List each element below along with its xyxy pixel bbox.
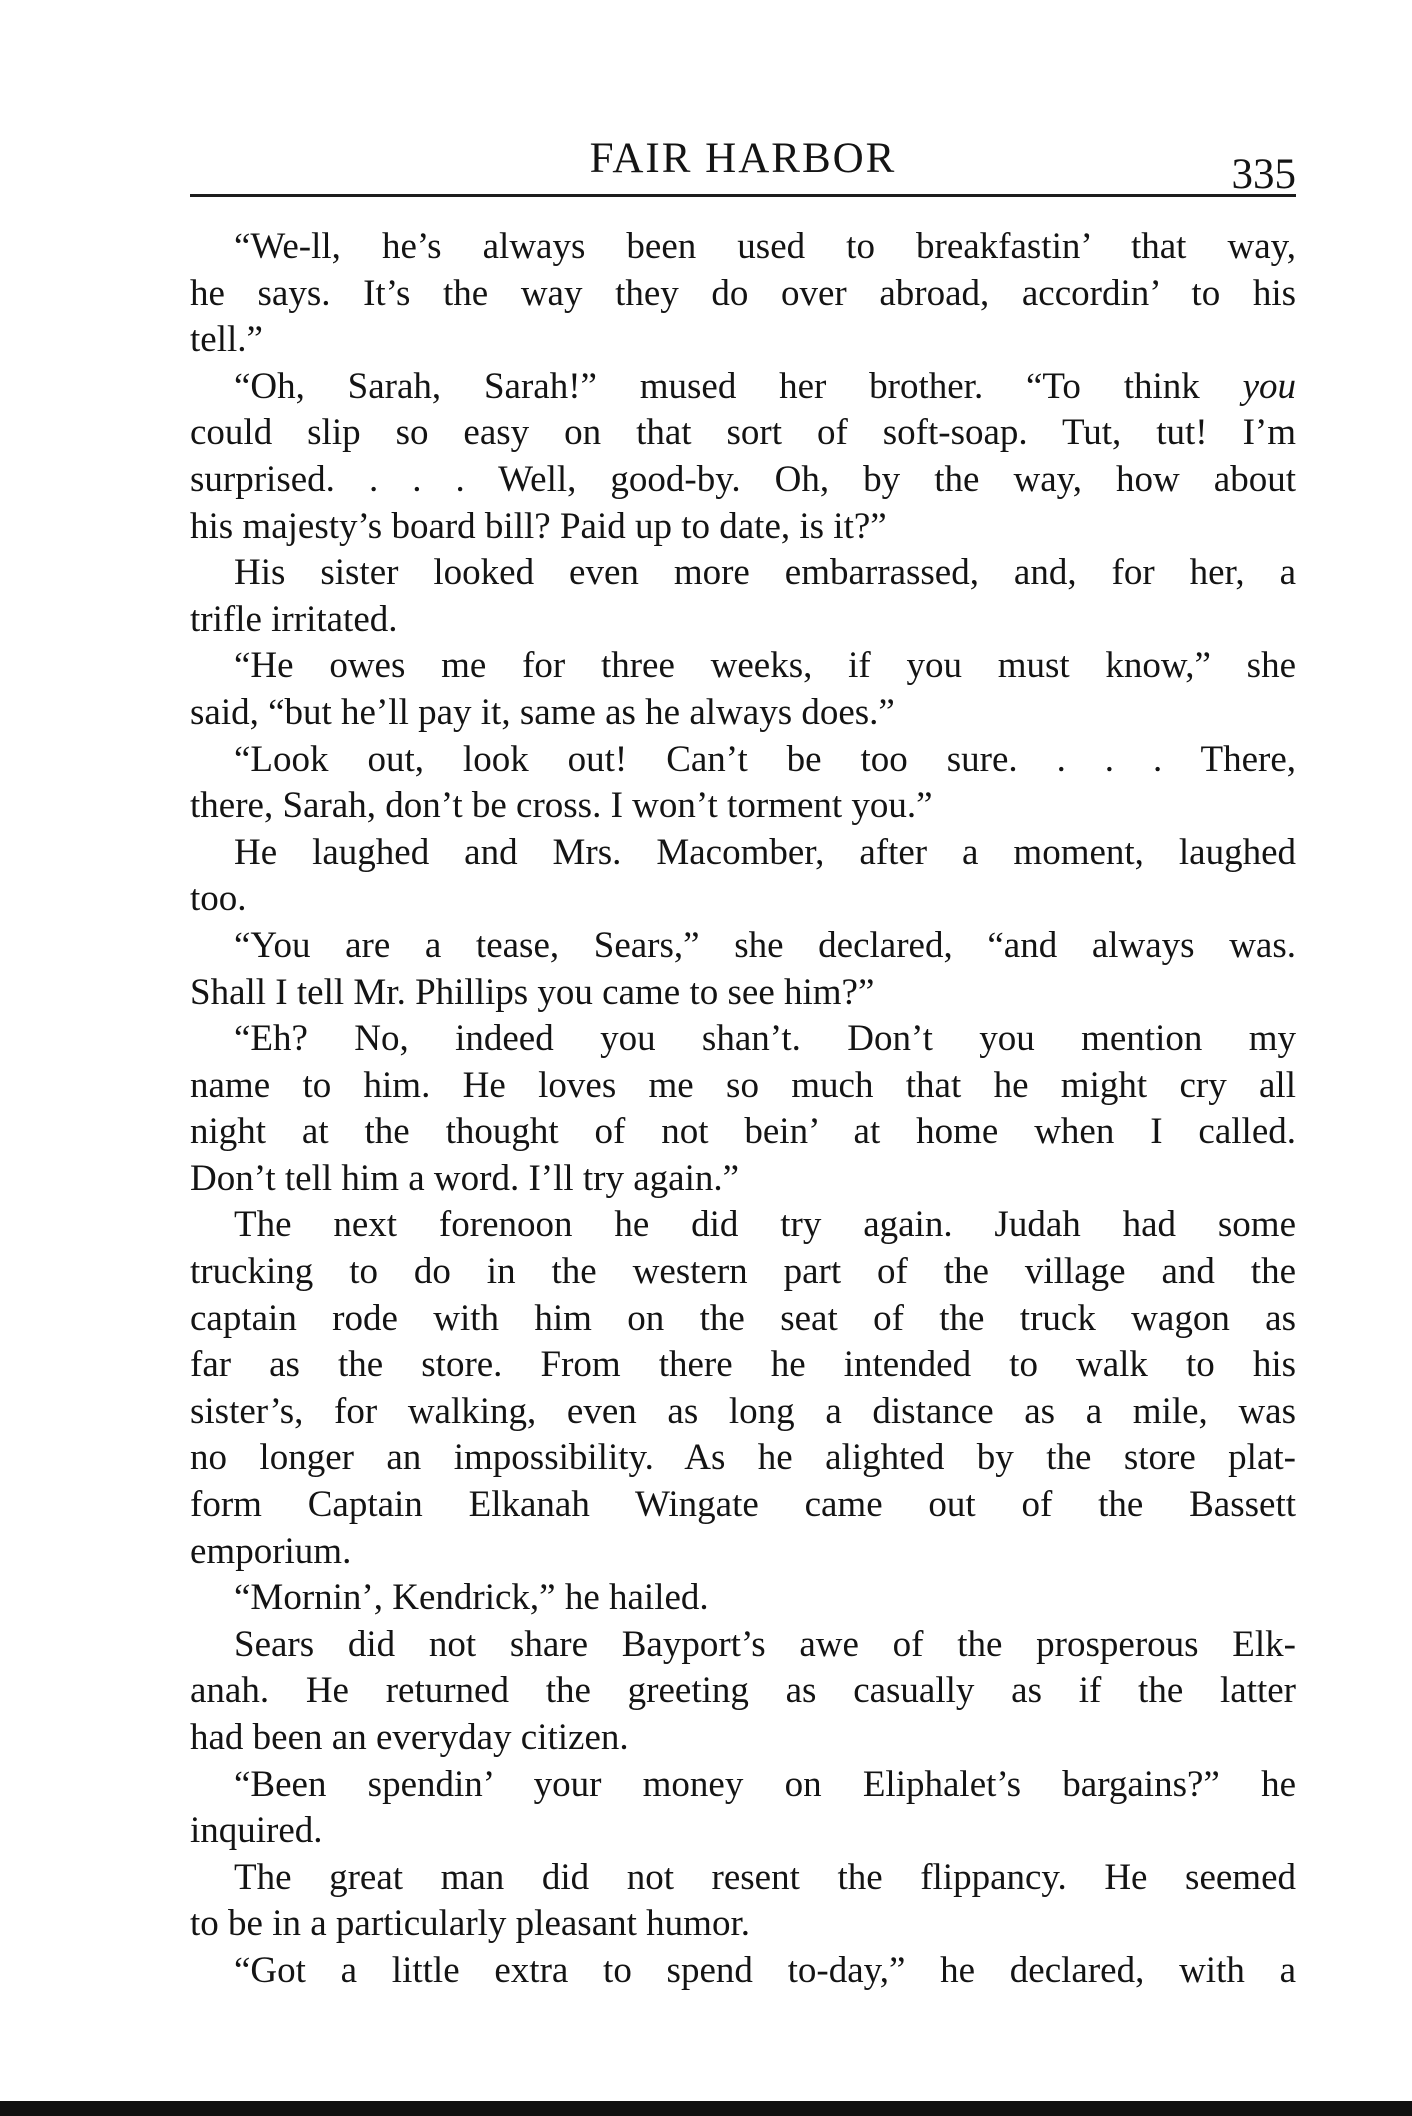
- text-line: The great man did not resent the flippancy. He seemed: [234, 1856, 1296, 1898]
- text-line: said, “but he’ll pay it, same as he always does.”: [190, 691, 895, 733]
- running-title: FAIR HARBOR: [589, 135, 897, 182]
- text-line: Don’t tell him a word. I’ll try again.”: [190, 1157, 740, 1199]
- text-line: he says. It’s the way they do over abroad, accordin’ to his: [190, 272, 1296, 314]
- text-line: “Look out, look out! Can’t be too sure. . . . There,: [234, 738, 1296, 780]
- text-line: his majesty’s board bill? Paid up to date, is it?”: [190, 505, 887, 547]
- text-line: surprised. . . . Well, good-by. Oh, by the way, how about: [190, 458, 1296, 500]
- text-line: name to him. He loves me so much that he might cry all: [190, 1064, 1296, 1106]
- text-line: emporium.: [190, 1530, 352, 1572]
- text-line: there, Sarah, don’t be cross. I won’t torment you.”: [190, 785, 933, 827]
- text-line: “Eh? No, indeed you shan’t. Don’t you mention my: [234, 1018, 1296, 1060]
- bottom-scan-edge: [0, 2101, 1412, 2116]
- emphasis: you: [1242, 365, 1296, 407]
- page-number: 335: [1231, 151, 1296, 198]
- text-line: “Oh, Sarah, Sarah!” mused her brother. “To think you: [234, 365, 1296, 407]
- text-line: inquired.: [190, 1810, 323, 1852]
- text-line: far as the store. From there he intended to walk to his: [190, 1344, 1296, 1386]
- running-head: [190, 128, 1296, 197]
- text-line: no longer an impossibility. As he alighted by the store plat-: [190, 1437, 1296, 1479]
- text-line: too.: [190, 878, 247, 920]
- text-line: “He owes me for three weeks, if you must know,” she: [234, 645, 1296, 687]
- text-line: captain rode with him on the seat of the truck wagon as: [190, 1297, 1296, 1339]
- text-line: night at the thought of not bein’ at home when I called.: [190, 1111, 1296, 1153]
- text-line: He laughed and Mrs. Macomber, after a moment, laughed: [234, 831, 1296, 873]
- text-line: “Been spendin’ your money on Eliphalet’s bargains?” he: [234, 1763, 1296, 1805]
- body-text: [190, 224, 1296, 1995]
- text-line: The next forenoon he did try again. Judah had some: [234, 1204, 1296, 1246]
- text-line: could slip so easy on that sort of soft-soap. Tut, tut! I’m: [190, 412, 1296, 454]
- text-line: “Mornin’, Kendrick,” he hailed.: [234, 1577, 709, 1619]
- text-line: “You are a tease, Sears,” she declared, “and always was.: [234, 924, 1296, 966]
- text-line: tell.”: [190, 319, 263, 361]
- text-line: form Captain Elkanah Wingate came out of the Bassett: [190, 1484, 1296, 1526]
- text-line: had been an everyday citizen.: [190, 1717, 629, 1758]
- text-line: “Got a little extra to spend to-day,” he declared, with a: [234, 1949, 1296, 1991]
- text-line: sister’s, for walking, even as long a distance as a mile, was: [190, 1390, 1296, 1432]
- text-line: Shall I tell Mr. Phillips you came to see him?”: [190, 971, 875, 1013]
- text-line: “We-ll, he’s always been used to breakfastin’ that way,: [234, 226, 1296, 267]
- text-line: trucking to do in the western part of the village and the: [190, 1251, 1296, 1293]
- text-line: to be in a particularly pleasant humor.: [190, 1903, 750, 1945]
- text-line: Sears did not share Bayport’s awe of the prosperous Elk-: [234, 1623, 1296, 1665]
- text-line: His sister looked even more embarrassed, and, for her, a: [234, 552, 1296, 594]
- text-line: trifle irritated.: [190, 598, 398, 640]
- text-line: anah. He returned the greeting as casually as if the latter: [190, 1670, 1296, 1712]
